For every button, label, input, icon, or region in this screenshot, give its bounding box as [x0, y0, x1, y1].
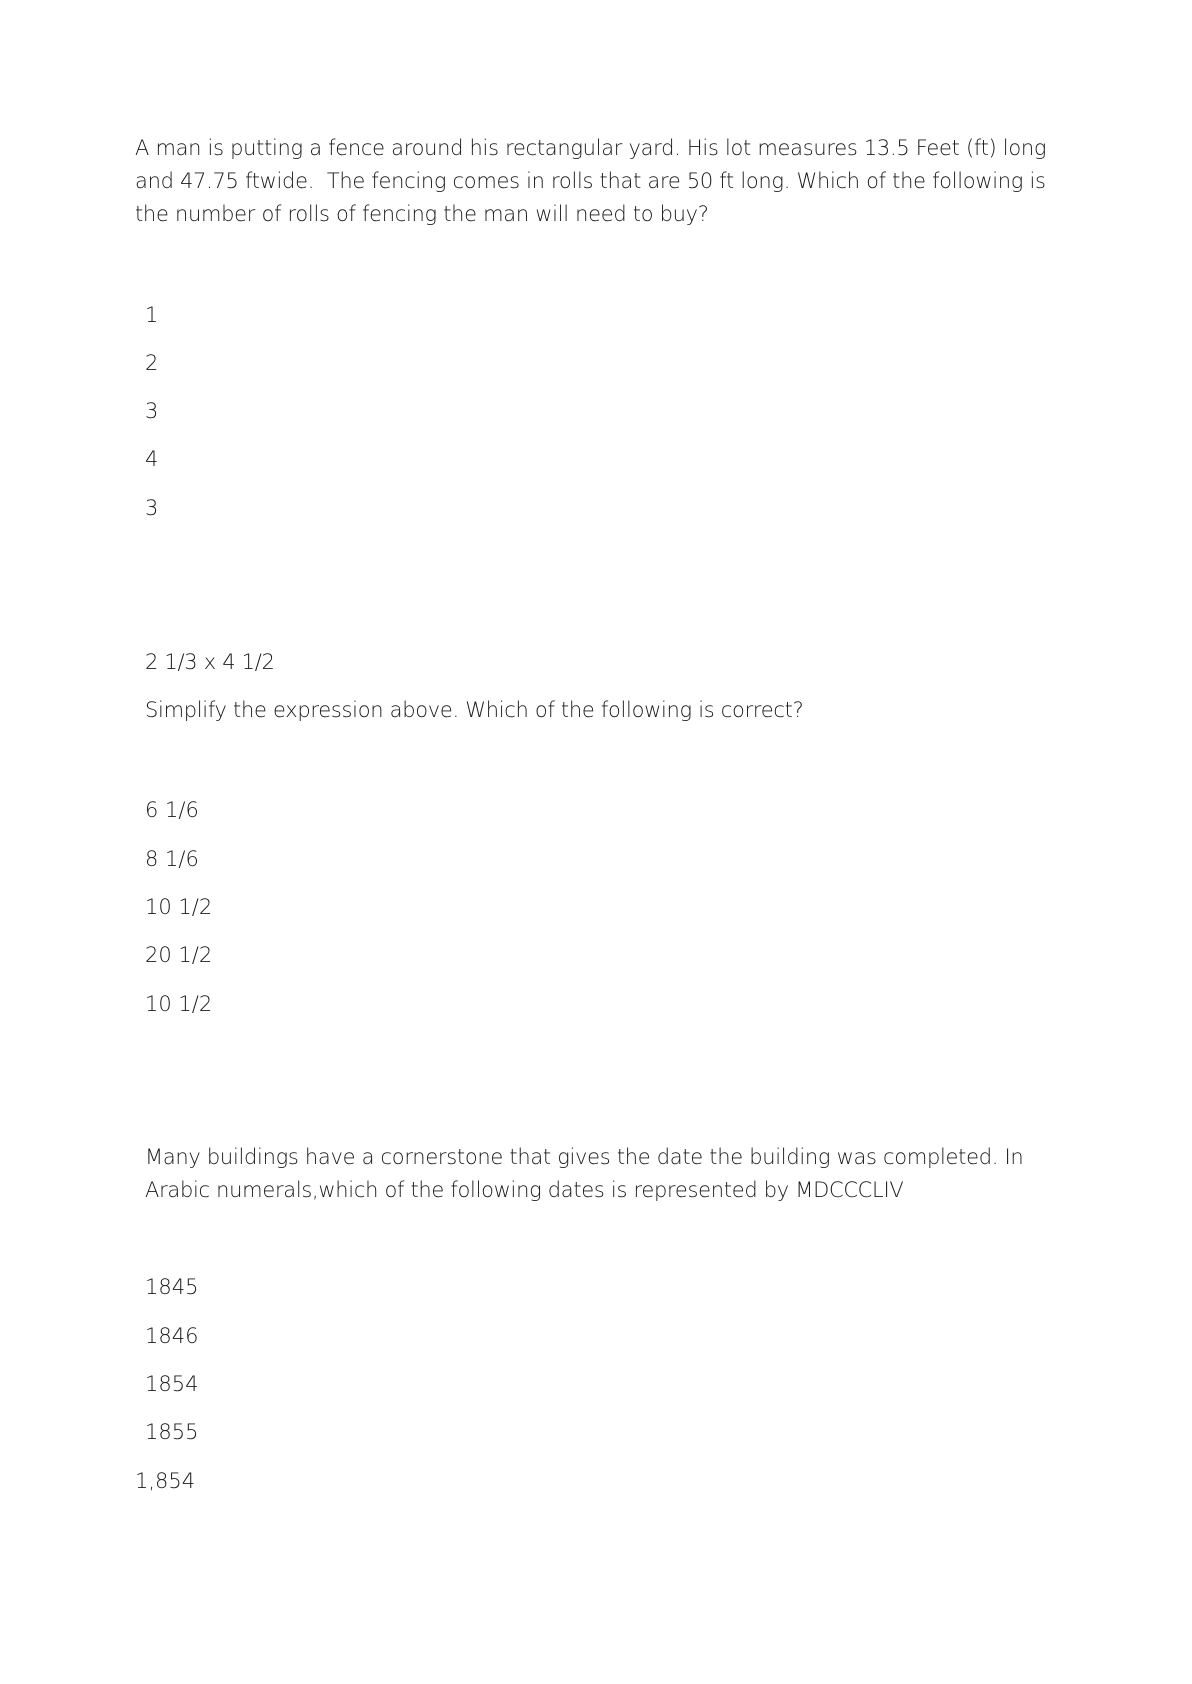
question-1-answer: 3	[145, 496, 159, 520]
question-3-option-2: 1846	[145, 1324, 199, 1348]
question-1-option-3: 3	[145, 399, 159, 423]
question-1-option-2: 2	[145, 351, 159, 375]
question-3-option-1: 1845	[145, 1275, 199, 1299]
question-1-option-4: 4	[145, 447, 159, 471]
question-1-text: A man is putting a fence around his rectangular yard. His lot measures 13.5 Feet (ft) long and 47.75 ftwide. The fencing comes in rolls that are 50 ft long. Which of the following is the number of rolls of fencing the man will need to buy?	[135, 136, 1053, 226]
question-2-option-4: 20 1/2	[145, 943, 213, 967]
question-2-expression: 2 1/3 x 4 1/2	[145, 650, 275, 674]
question-3-text: Many buildings have a cornerstone that gives the date the building was completed. In Arabic numerals,which of the following dates is represented by MDCCCLIV	[145, 1145, 1030, 1202]
question-2-option-2: 8 1/6	[145, 847, 199, 871]
question-1-option-1: 1	[145, 303, 159, 327]
question-2-text: Simplify the expression above. Which of the following is correct?	[145, 698, 804, 722]
question-3-option-3: 1854	[145, 1372, 199, 1396]
question-2-option-3: 10 1/2	[145, 895, 213, 919]
question-2-answer: 10 1/2	[145, 992, 213, 1016]
question-3-option-4: 1855	[145, 1420, 199, 1444]
question-2-option-1: 6 1/6	[145, 798, 199, 822]
question-3-answer: 1,854	[135, 1469, 196, 1493]
